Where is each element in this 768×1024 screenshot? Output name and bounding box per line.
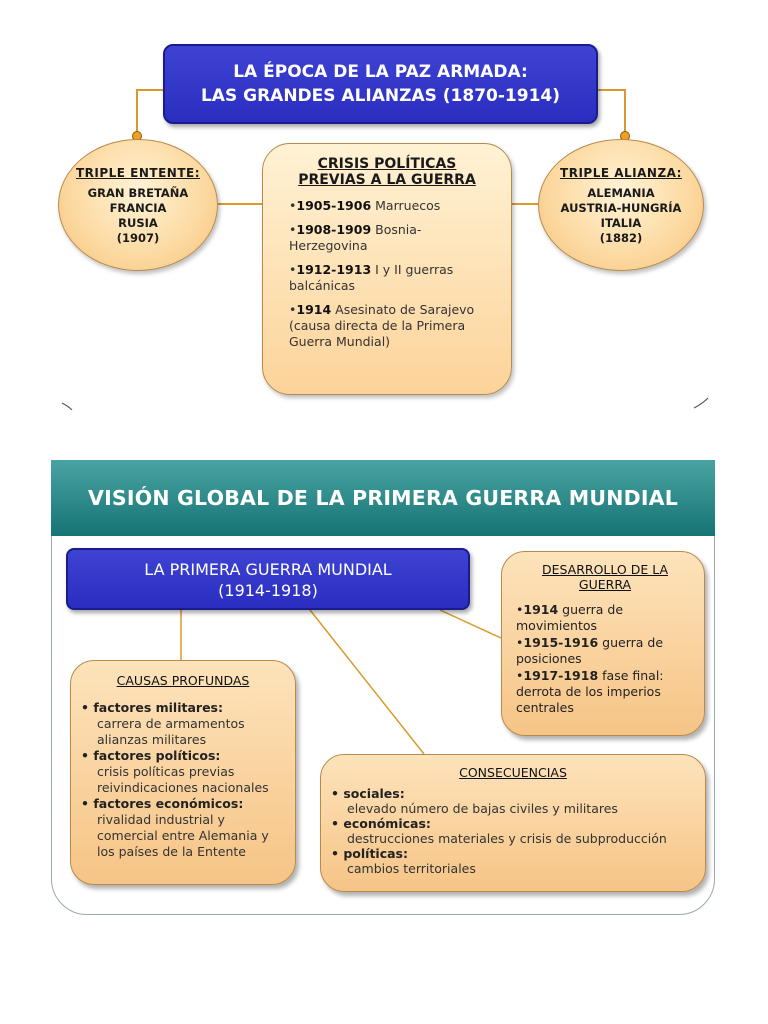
primera-guerra-mundial-box — [66, 548, 470, 610]
desarrollo-item: •1917-1918 fase final: derrota de los imperios centrales — [516, 668, 664, 715]
entente-year: (1907) — [116, 231, 160, 245]
alianza-member: AUSTRIA-HUNGRÍA — [560, 201, 682, 215]
desarrollo-year: 1917-1918 — [523, 668, 599, 683]
desarrollo-title-line2: GUERRA — [578, 577, 632, 592]
consecuencias-group-head: • sociales: — [331, 786, 405, 801]
crisis-title-line1: CRISIS POLÍTICAS — [317, 156, 457, 172]
desarrollo-title — [516, 562, 694, 592]
crisis-year: 1908-1909 — [296, 222, 372, 237]
desarrollo-text: guerra de posiciones — [516, 635, 664, 666]
pgm-title-line1: LA PRIMERA GUERRA MUNDIAL — [144, 560, 392, 579]
desarrollo-year: 1915-1916 — [523, 635, 599, 650]
causas-group-head: • factores económicos: — [81, 796, 244, 811]
consecuencias-line: elevado número de bajas civiles y militares — [347, 801, 618, 816]
desarrollo-guerra-box — [501, 551, 705, 736]
desarrollo-item: •1914 guerra de movimientos — [516, 602, 624, 633]
causas-group-head: • factores políticos: — [81, 748, 221, 763]
connector-main-desarrollo — [440, 610, 501, 638]
causas-line: los países de la Entente — [97, 844, 246, 859]
causas-line: rivalidad industrial y — [97, 812, 225, 827]
desarrollo-text: fase final: derrota de los imperios centrales — [516, 668, 664, 715]
consecuencias-line: destrucciones materiales y crisis de subproducción — [347, 831, 667, 846]
alianza-member: ALEMANIA — [587, 186, 655, 200]
consecuencias-head-text: políticas: — [343, 846, 408, 861]
causas-line: reivindicaciones nacionales — [97, 780, 269, 795]
alianza-year: (1882) — [599, 231, 643, 245]
crisis-item: •1908-1909 Bosnia-Herzegovina — [289, 222, 422, 253]
consecuencias-box — [320, 754, 706, 892]
causas-line: carrera de armamentos — [97, 716, 245, 731]
consecuencias-group-head: • económicas: — [331, 816, 431, 831]
causas-head-text: factores militares: — [93, 700, 223, 715]
triple-alianza-title: TRIPLE ALIANZA: — [560, 166, 682, 180]
desarrollo-year: 1914 — [523, 602, 559, 617]
triple-entente-title: TRIPLE ENTENTE: — [75, 166, 201, 180]
crisis-item: •1905-1906 Marruecos — [289, 198, 441, 213]
entente-member: RUSIA — [118, 216, 158, 230]
consecuencias-line: cambios territoriales — [347, 861, 476, 876]
crisis-text: Bosnia-Herzegovina — [289, 222, 422, 253]
consecuencias-head-text: sociales: — [343, 786, 405, 801]
causas-head-text: factores políticos: — [93, 748, 221, 763]
alianza-member: ITALIA — [600, 216, 642, 230]
entente-member: FRANCIA — [109, 201, 167, 215]
crisis-title-line2: PREVIAS A LA GUERRA — [298, 172, 476, 188]
crisis-text: Asesinato de Sarajevo (causa directa de la Primera Guerra Mundial) — [289, 302, 475, 349]
desarrollo-text: guerra de movimientos — [516, 602, 624, 633]
paz-armada-title-line2: LAS GRANDES ALIANZAS (1870-1914) — [200, 86, 561, 106]
crisis-item: •1912-1913 I y II guerras balcánicas — [289, 262, 454, 293]
crisis-text: Marruecos — [375, 198, 441, 213]
causas-head-text: factores económicos: — [93, 796, 244, 811]
causas-line: crisis políticas previas — [97, 764, 235, 779]
causas-group-head: • factores militares: — [81, 700, 223, 715]
entente-member: GRAN BRETAÑA — [87, 186, 189, 200]
consecuencias-title: CONSECUENCIAS — [459, 765, 567, 780]
causas-line: alianzas militares — [97, 732, 207, 747]
causas-title: CAUSAS PROFUNDAS — [116, 673, 250, 688]
causas-line: comercial entre Alemania y — [97, 828, 269, 843]
crisis-year: 1905-1906 — [296, 198, 372, 213]
paz-armada-title-line1: LA ÉPOCA DE LA PAZ ARMADA: — [233, 62, 528, 82]
crisis-item: •1914 Asesinato de Sarajevo (causa directa de la Primera Guerra Mundial) — [289, 302, 475, 349]
consecuencias-head-text: económicas: — [343, 816, 431, 831]
crisis-year: 1912-1913 — [296, 262, 372, 277]
crisis-year: 1914 — [296, 302, 332, 317]
vision-global-header: VISIÓN GLOBAL DE LA PRIMERA GUERRA MUNDIAL — [51, 460, 715, 536]
desarrollo-title-line1: DESARROLLO DE LA — [541, 562, 669, 577]
crisis-text: I y II guerras balcánicas — [289, 262, 454, 293]
causas-profundas-box — [70, 660, 296, 885]
desarrollo-item: •1915-1916 guerra de posiciones — [516, 635, 664, 666]
pgm-title-line2: (1914-1918) — [218, 581, 318, 600]
consecuencias-group-head: • políticas: — [331, 846, 408, 861]
connector-main-consecuencias — [310, 610, 424, 754]
